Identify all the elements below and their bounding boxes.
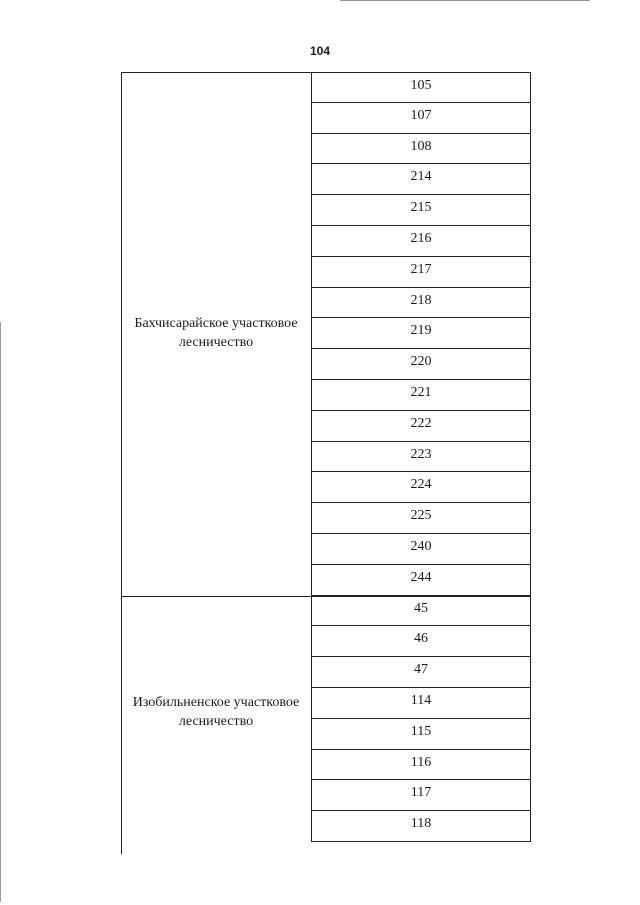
- page-number: 104: [309, 44, 331, 58]
- quarter-cell: 115: [312, 719, 530, 750]
- forestry-name: Бахчисарайское участковое лесничество: [134, 316, 298, 350]
- quarter-cell: 218: [312, 288, 530, 319]
- quarter-cell: 215: [312, 195, 530, 226]
- forestry-quarters-table: [121, 72, 531, 854]
- forestry-group-izobilnoe: [121, 596, 531, 842]
- group-top-border: [121, 596, 531, 597]
- quarter-cell: 214: [312, 164, 530, 195]
- quarter-cell: 244: [312, 565, 530, 596]
- quarter-cell: 225: [312, 503, 530, 534]
- table-continuation: [121, 842, 122, 854]
- quarter-cell: 116: [312, 750, 530, 781]
- quarter-cell: 223: [312, 442, 530, 473]
- quarter-cell: 216: [312, 226, 530, 257]
- forestry-name: Изобильненское участковое лесничество: [132, 694, 300, 729]
- quarter-cell: 117: [312, 780, 530, 811]
- quarter-cell: 108: [312, 134, 530, 165]
- quarter-cell: 45: [312, 596, 530, 627]
- quarter-list: [311, 596, 531, 842]
- scan-edge-left: [0, 322, 1, 902]
- quarter-cell: 221: [312, 380, 530, 411]
- quarter-cell: 219: [312, 318, 530, 349]
- quarter-cell: 47: [312, 657, 530, 688]
- quarter-cell: 240: [312, 534, 530, 565]
- quarter-cell: 107: [312, 103, 530, 134]
- forestry-group-bakhchisaray: [121, 72, 531, 596]
- quarter-cell: 220: [312, 349, 530, 380]
- quarter-cell: 114: [312, 688, 530, 719]
- quarter-cell: 217: [312, 257, 530, 288]
- quarter-cell: 224: [312, 472, 530, 503]
- quarter-cell: 222: [312, 411, 530, 442]
- group-top-border: [121, 72, 531, 73]
- quarter-cell: 118: [312, 811, 530, 842]
- quarter-cell: 105: [312, 72, 530, 103]
- quarter-list: [311, 72, 531, 596]
- quarter-cell: 46: [312, 626, 530, 657]
- scan-edge-top: [340, 0, 590, 1]
